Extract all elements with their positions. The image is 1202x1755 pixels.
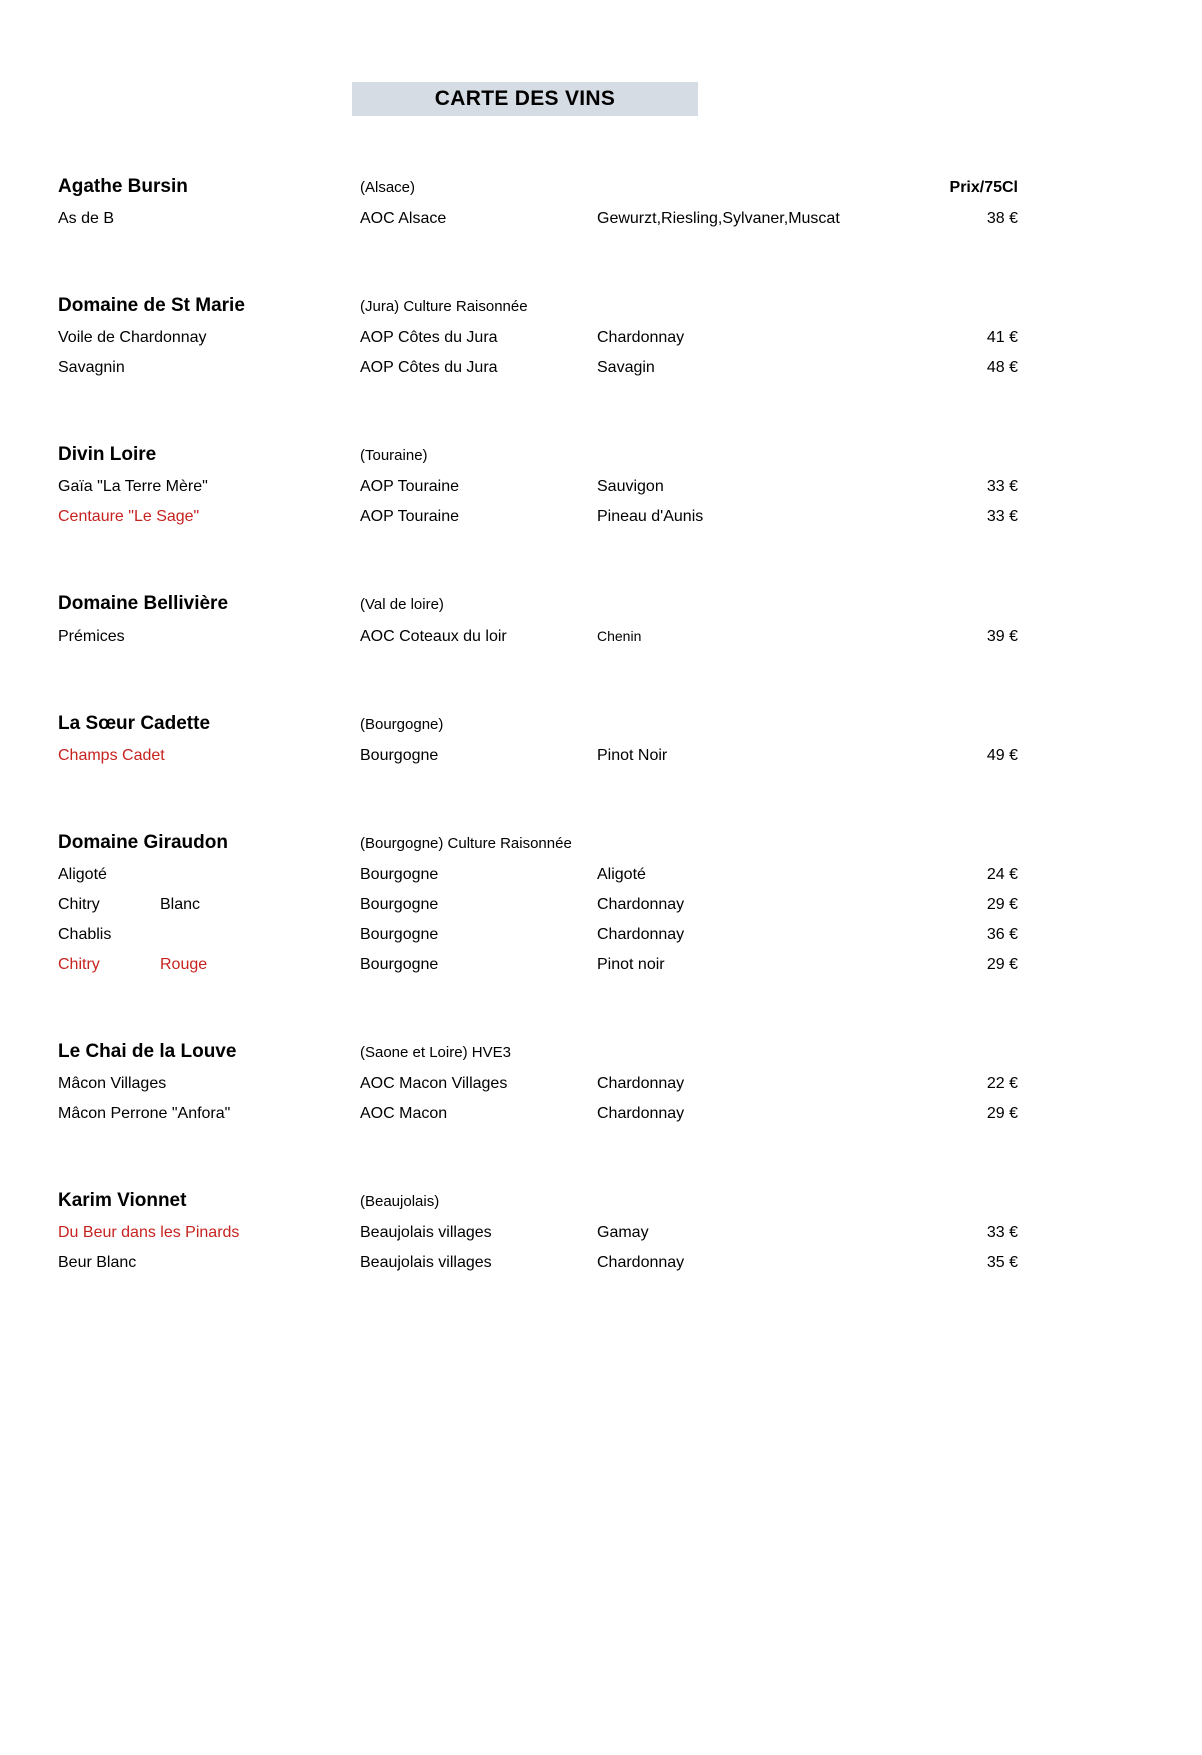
- price-column-header: Prix/75Cl: [949, 179, 1018, 196]
- wine-grapes: Chardonnay: [597, 896, 685, 913]
- wine-price: 48 €: [986, 359, 1018, 376]
- section-rows: [58, 472, 1018, 532]
- region-label: (Val de loire): [360, 596, 444, 613]
- wine-appellation: Beaujolais villages: [360, 1224, 492, 1241]
- wine-name: Aligoté: [58, 866, 107, 883]
- wine-name: Gaïa "La Terre Mère": [58, 478, 208, 495]
- wine-grapes: Gamay: [597, 1224, 649, 1241]
- section: [58, 1185, 1018, 1278]
- section-header: [58, 1185, 1018, 1218]
- wine-name-cell: [58, 1248, 360, 1278]
- region-label: (Bourgogne): [360, 716, 444, 733]
- section-rows: [58, 323, 1018, 383]
- section-header: [58, 439, 1018, 472]
- wine-price: 24 €: [986, 866, 1018, 883]
- wine-appellation: AOP Côtes du Jura: [360, 329, 498, 346]
- section-rows: [58, 1218, 1018, 1278]
- producer-name: Karim Vionnet: [58, 1190, 187, 1211]
- wine-name-cell: [58, 890, 360, 920]
- wine-row: [58, 920, 1018, 950]
- section-rows: [58, 204, 1018, 234]
- section: [58, 1036, 1018, 1129]
- wine-grapes: Chardonnay: [597, 329, 685, 346]
- section-rows: [58, 1069, 1018, 1129]
- wine-name: Centaure "Le Sage": [58, 508, 200, 525]
- section-rows: [58, 621, 1018, 652]
- region-label: (Bourgogne) Culture Raisonnée: [360, 835, 572, 852]
- section-header: [58, 1036, 1018, 1069]
- wine-name-cell: [58, 741, 360, 771]
- section: [58, 708, 1018, 771]
- producer-name: Agathe Bursin: [58, 176, 188, 197]
- wine-row: [58, 323, 1018, 353]
- wine-grapes: Aligoté: [597, 866, 646, 883]
- wine-appellation: AOC Coteaux du loir: [360, 628, 507, 645]
- wine-name: Prémices: [58, 628, 125, 645]
- region-label: (Beaujolais): [360, 1193, 440, 1210]
- wine-name: Chablis: [58, 926, 112, 943]
- wine-row: [58, 1218, 1018, 1248]
- wine-name: Chitry: [58, 956, 100, 973]
- producer-name: Le Chai de la Louve: [58, 1041, 237, 1062]
- wine-row: [58, 860, 1018, 890]
- wine-appellation: Bourgogne: [360, 866, 439, 883]
- wine-name: Beur Blanc: [58, 1254, 137, 1271]
- wine-row: [58, 1099, 1018, 1129]
- wine-grapes: Gewurzt,Riesling,Sylvaner,Muscat: [597, 210, 840, 227]
- wine-name: Voile de Chardonnay: [58, 329, 207, 346]
- wine-name-2: Rouge: [160, 956, 208, 973]
- wine-price: 33 €: [986, 508, 1018, 525]
- wine-name: Champs Cadet: [58, 747, 165, 764]
- section-header: [58, 290, 1018, 323]
- wine-name: Mâcon Villages: [58, 1075, 167, 1092]
- wine-price: 36 €: [986, 926, 1018, 943]
- wine-price: 22 €: [986, 1075, 1018, 1092]
- wine-price: 29 €: [986, 1105, 1018, 1122]
- section-header: [58, 708, 1018, 741]
- page-title-box: [352, 82, 698, 116]
- wine-name-cell: [58, 1218, 360, 1248]
- wine-row: [58, 204, 1018, 234]
- region-label: (Alsace): [360, 179, 416, 196]
- wine-price: 41 €: [986, 329, 1018, 346]
- wine-grapes: Chardonnay: [597, 926, 685, 943]
- wine-appellation: AOP Côtes du Jura: [360, 359, 498, 376]
- wine-price: 39 €: [986, 628, 1018, 645]
- wine-name-cell: [58, 204, 360, 234]
- page-title: CARTE DES VINS: [434, 87, 616, 110]
- wine-name-cell: [58, 860, 360, 890]
- wine-appellation: AOP Touraine: [360, 508, 460, 525]
- wine-price: 29 €: [986, 956, 1018, 973]
- wine-row: [58, 502, 1018, 532]
- section-rows: [58, 860, 1018, 980]
- wine-name-cell: [58, 622, 360, 652]
- wine-grapes: Pinot Noir: [597, 747, 668, 764]
- wine-grapes: Chenin: [597, 628, 642, 644]
- wine-name-cell: [58, 472, 360, 502]
- section-header: [58, 827, 1018, 860]
- wine-name: Savagnin: [58, 359, 125, 376]
- section: [58, 588, 1018, 652]
- section: [58, 171, 1018, 234]
- wine-appellation: Bourgogne: [360, 956, 439, 973]
- wine-appellation: Bourgogne: [360, 896, 439, 913]
- wine-name-cell: [58, 1099, 360, 1129]
- wine-row: [58, 1248, 1018, 1278]
- wine-grapes: Chardonnay: [597, 1075, 685, 1092]
- wine-appellation: AOC Alsace: [360, 210, 447, 227]
- wine-row: [58, 1069, 1018, 1099]
- section-header: [58, 171, 1018, 204]
- region-label: (Jura) Culture Raisonnée: [360, 298, 528, 315]
- wine-appellation: AOC Macon: [360, 1105, 448, 1122]
- section-header: [58, 588, 1018, 621]
- wine-name-cell: [58, 502, 360, 532]
- wine-row: [58, 890, 1018, 920]
- wine-name: Mâcon Perrone "Anfora": [58, 1105, 231, 1122]
- wine-grapes: Chardonnay: [597, 1254, 685, 1271]
- wine-name-cell: [58, 950, 360, 980]
- wine-grapes: Pinot noir: [597, 956, 665, 973]
- wine-grapes: Pineau d'Aunis: [597, 508, 704, 525]
- wine-appellation: Bourgogne: [360, 926, 439, 943]
- region-label: (Saone et Loire) HVE3: [360, 1044, 511, 1061]
- wine-name-2: Blanc: [160, 896, 201, 913]
- wine-price: 33 €: [986, 1224, 1018, 1241]
- wine-name-cell: [58, 920, 360, 950]
- wine-price: 29 €: [986, 896, 1018, 913]
- wine-list: [58, 171, 1018, 1278]
- wine-price: 35 €: [986, 1254, 1018, 1271]
- wine-appellation: AOP Touraine: [360, 478, 460, 495]
- wine-name: Chitry: [58, 896, 100, 913]
- wine-row: [58, 741, 1018, 771]
- producer-name: La Sœur Cadette: [58, 713, 211, 734]
- wine-row: [58, 621, 1018, 652]
- producer-name: Divin Loire: [58, 444, 157, 465]
- wine-appellation: Bourgogne: [360, 747, 439, 764]
- section-rows: [58, 741, 1018, 771]
- wine-grapes: Sauvigon: [597, 478, 664, 495]
- wine-name-cell: [58, 1069, 360, 1099]
- wine-price: 33 €: [986, 478, 1018, 495]
- wine-name-cell: [58, 353, 360, 383]
- wine-name: As de B: [58, 210, 115, 227]
- producer-name: Domaine de St Marie: [58, 295, 245, 316]
- wine-grapes: Chardonnay: [597, 1105, 685, 1122]
- wine-row: [58, 472, 1018, 502]
- section: [58, 827, 1018, 980]
- producer-name: Domaine Bellivière: [58, 593, 229, 614]
- section: [58, 290, 1018, 383]
- wine-price: 49 €: [986, 747, 1018, 764]
- wine-row: [58, 353, 1018, 383]
- wine-name: Du Beur dans les Pinards: [58, 1224, 240, 1241]
- wine-price: 38 €: [986, 210, 1018, 227]
- wine-row: [58, 950, 1018, 980]
- wine-grapes: Savagin: [597, 359, 655, 376]
- wine-appellation: AOC Macon Villages: [360, 1075, 508, 1092]
- wine-name-cell: [58, 323, 360, 353]
- wine-appellation: Beaujolais villages: [360, 1254, 492, 1271]
- region-label: (Touraine): [360, 447, 428, 464]
- producer-name: Domaine Giraudon: [58, 832, 228, 853]
- section: [58, 439, 1018, 532]
